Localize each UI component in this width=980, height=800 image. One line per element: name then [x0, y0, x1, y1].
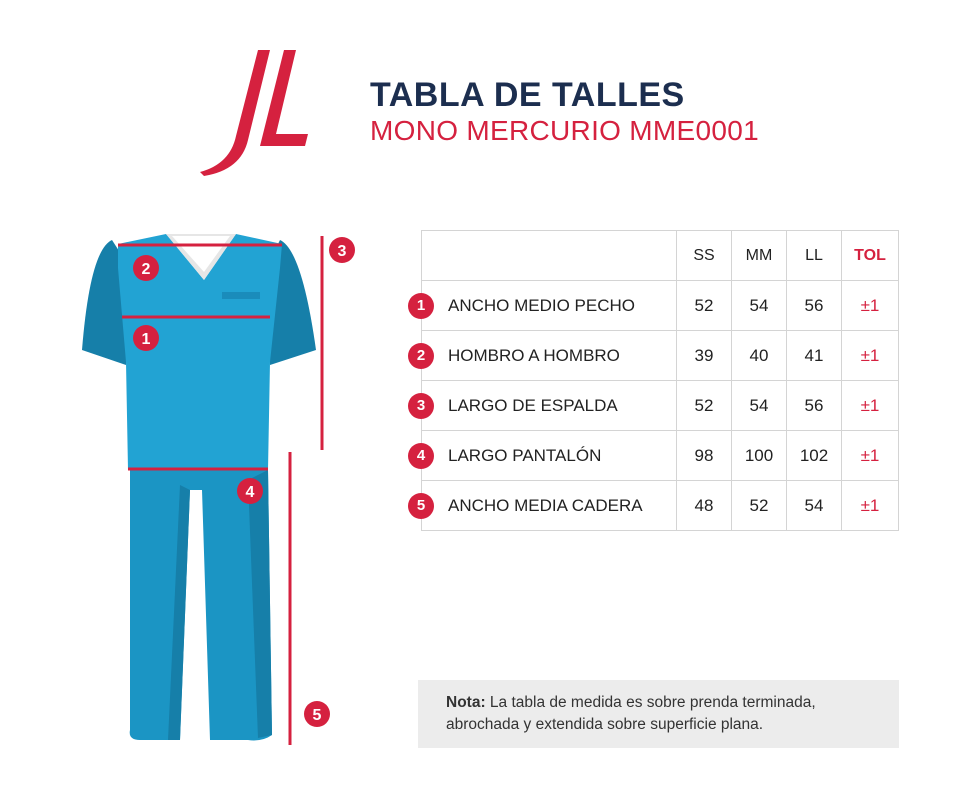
column-header-ss: SS [677, 231, 732, 281]
svg-text:4: 4 [245, 484, 255, 501]
value-tol: ±1 [842, 381, 899, 431]
measure-label: HOMBRO A HOMBRO [448, 345, 620, 365]
value-ll: 41 [787, 331, 842, 381]
column-header-mm: MM [732, 231, 787, 281]
jl-logo [196, 48, 311, 178]
value-mm: 52 [732, 481, 787, 531]
value-mm: 100 [732, 431, 787, 481]
scrub-suit-illustration [0, 200, 380, 780]
table-row [422, 431, 899, 481]
measure-label: LARGO PANTALÓN [448, 445, 602, 465]
value-mm: 54 [732, 381, 787, 431]
table-row [422, 331, 899, 381]
value-ss: 98 [677, 431, 732, 481]
value-ll: 54 [787, 481, 842, 531]
size-table [416, 230, 899, 531]
page-title: TABLA DE TALLES [370, 76, 685, 114]
table-header-row [422, 231, 899, 281]
note-text: La tabla de medida es sobre prenda terminada, abrochada y extendida sobre superficie plana. [446, 694, 816, 733]
measure-label: LARGO DE ESPALDA [448, 395, 618, 415]
note-label: Nota: [446, 694, 486, 711]
chest-pocket [222, 292, 260, 299]
product-subtitle: MONO MERCURIO MME0001 [370, 115, 760, 146]
marker-3 [329, 237, 355, 263]
value-ll: 56 [787, 281, 842, 331]
value-ss: 52 [677, 281, 732, 331]
row-number-badge: 5 [408, 493, 434, 519]
svg-text:2: 2 [141, 261, 151, 278]
marker-2 [133, 255, 159, 281]
row-number-badge: 4 [408, 443, 434, 469]
table-row [422, 381, 899, 431]
value-tol: ±1 [842, 481, 899, 531]
note-box [418, 680, 899, 748]
value-mm: 54 [732, 281, 787, 331]
column-header-measure [422, 231, 677, 281]
value-mm: 40 [732, 331, 787, 381]
value-ss: 39 [677, 331, 732, 381]
value-tol: ±1 [842, 431, 899, 481]
value-tol: ±1 [842, 281, 899, 331]
value-ss: 52 [677, 381, 732, 431]
row-number-badge: 3 [408, 393, 434, 419]
measure-label: ANCHO MEDIA CADERA [448, 495, 643, 515]
marker-5 [304, 701, 330, 727]
column-header-tol: TOL [842, 231, 899, 281]
svg-text:1: 1 [141, 331, 151, 348]
svg-text:3: 3 [337, 243, 347, 260]
value-ll: 56 [787, 381, 842, 431]
value-tol: ±1 [842, 331, 899, 381]
svg-text:5: 5 [312, 707, 322, 724]
measure-label: ANCHO MEDIO PECHO [448, 295, 636, 315]
value-ss: 48 [677, 481, 732, 531]
row-number-badge: 2 [408, 343, 434, 369]
table-row [422, 481, 899, 531]
marker-1 [133, 325, 159, 351]
column-header-ll: LL [787, 231, 842, 281]
row-number-badge: 1 [408, 293, 434, 319]
table-row [422, 281, 899, 331]
value-ll: 102 [787, 431, 842, 481]
marker-4 [237, 478, 263, 504]
